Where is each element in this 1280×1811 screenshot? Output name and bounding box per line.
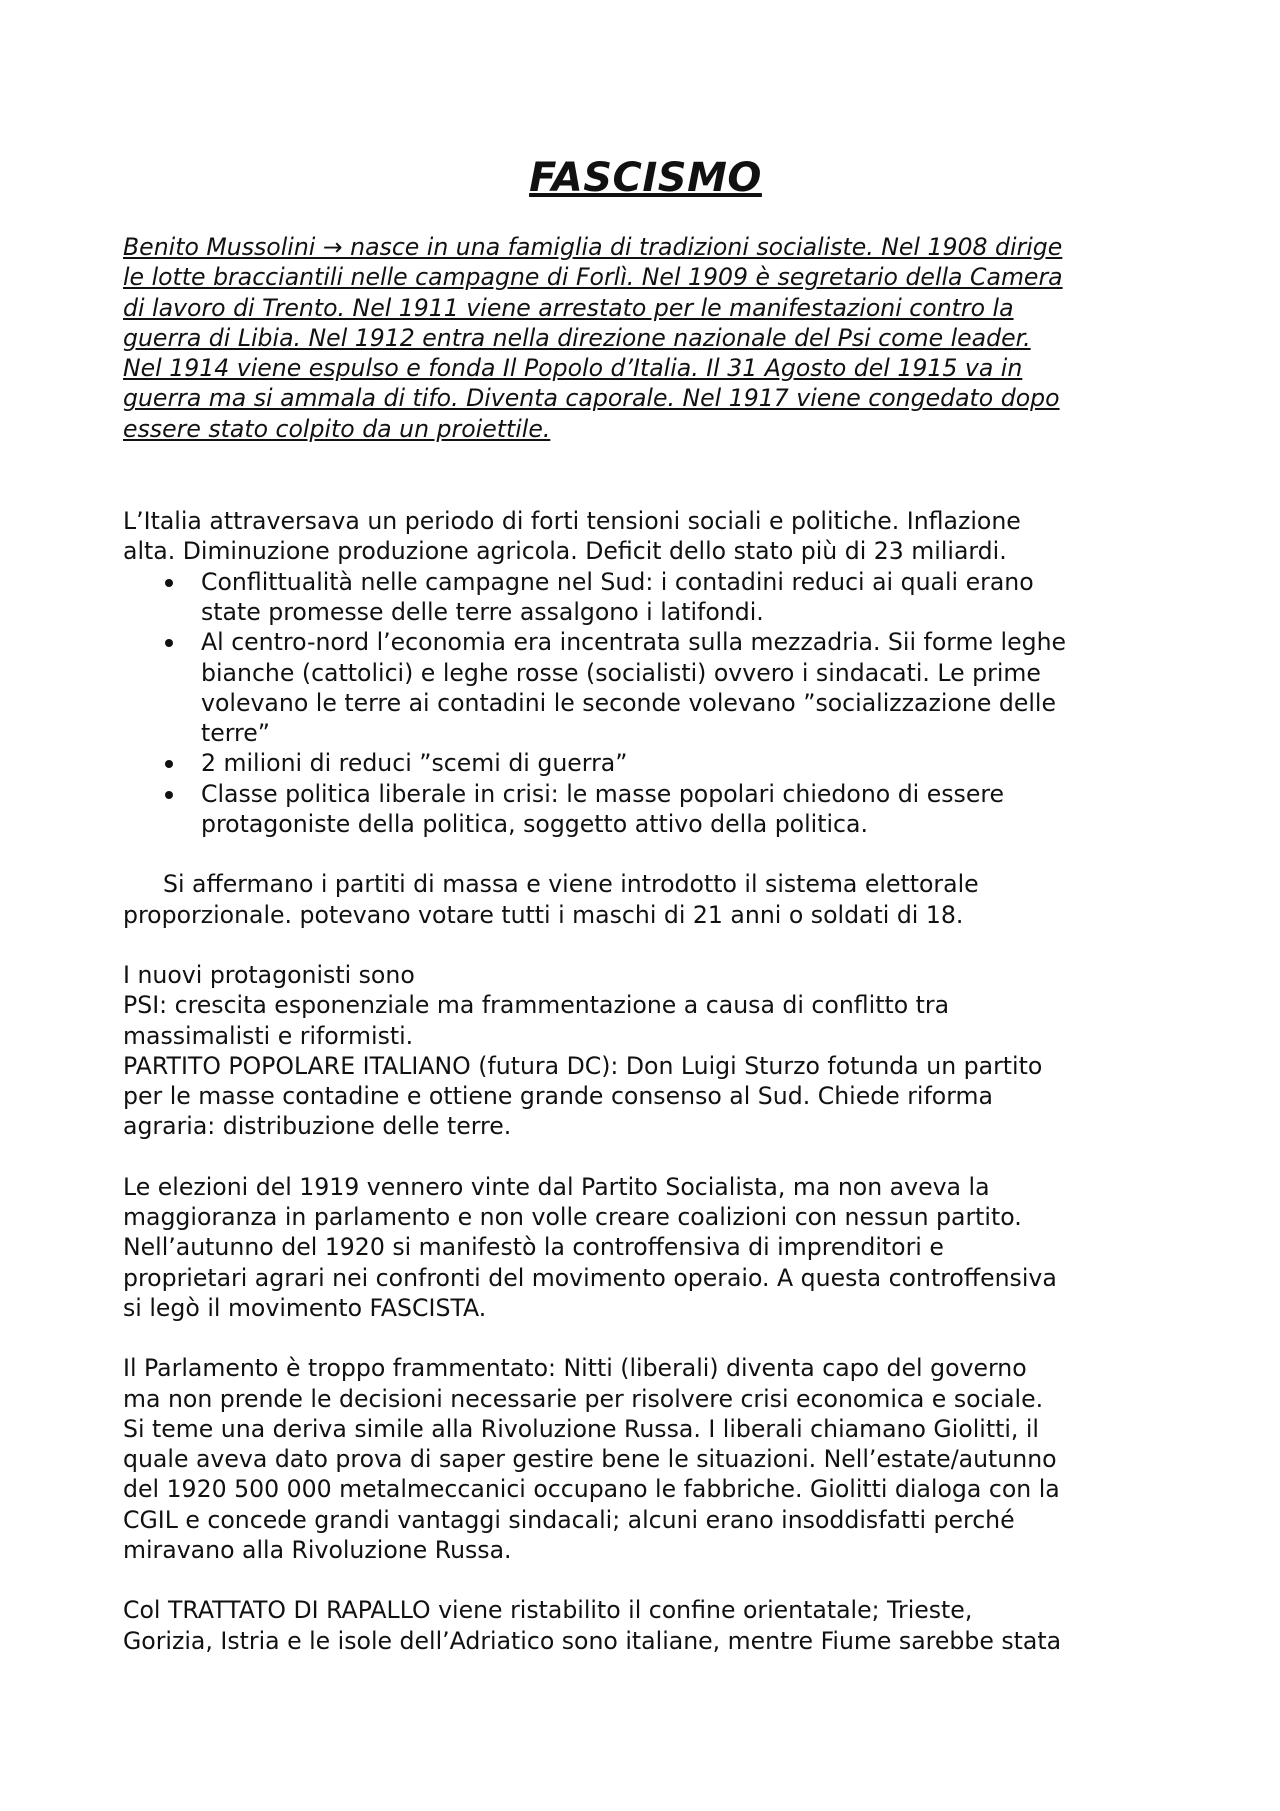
paragraph-line: quale aveva dato prova di saper gestire bene le situazioni. Nell’estate/autunno	[123, 1445, 1057, 1474]
list-item-line: state promesse delle terre assalgono i latifondi.	[201, 597, 764, 626]
list-item-line: 2 milioni di reduci ”scemi di guerra”	[201, 749, 628, 778]
list-item-line: Conflittualità nelle campagne nel Sud: i contadini reduci ai quali erano	[201, 567, 1034, 596]
parties-paragraph	[123, 869, 1168, 930]
list-item-line: Classe politica liberale in crisi: le masse popolari chiedono di essere	[201, 779, 1005, 808]
paragraph-line: I nuovi protagonisti sono	[123, 960, 415, 989]
paragraph-line: agraria: distribuzione delle terre.	[123, 1112, 512, 1141]
bullet-list	[123, 567, 1168, 840]
paragraph-line: PARTITO POPOLARE ITALIANO (futura DC): Don Luigi Sturzo fotunda un partito	[123, 1051, 1043, 1080]
document-content	[123, 150, 1168, 1656]
intro-paragraph	[123, 506, 1168, 567]
paragraph-line: proporzionale. potevano votare tutti i maschi di 21 anni o soldati di 18.	[123, 900, 964, 929]
bullet-icon	[165, 791, 173, 799]
paragraph-line: Nell’autunno del 1920 si manifestò la controffensiva di imprenditori e	[123, 1233, 944, 1262]
paragraph-line: massimalisti e riformisti.	[123, 1021, 414, 1050]
paragraph-line: Si affermano i partiti di massa e viene introdotto il sistema elettorale	[163, 870, 979, 899]
paragraph-line: per le masse contadine e ottiene grande consenso al Sud. Chiede riforma	[123, 1082, 993, 1111]
bullet-icon	[165, 639, 173, 647]
protagonists-paragraph	[123, 960, 1168, 1142]
list-item-line: protagoniste della politica, soggetto attivo della politica.	[201, 810, 868, 839]
page-title: FASCISMO	[529, 155, 762, 201]
paragraph-line: si legò il movimento FASCISTA.	[123, 1293, 487, 1322]
list-item	[123, 779, 1168, 840]
parliament-paragraph	[123, 1353, 1168, 1565]
biography-line: essere stato colpito da un proiettile.	[123, 414, 551, 443]
intro-line: alta. Diminuzione produzione agricola. Deficit dello stato più di 23 miliardi.	[123, 537, 1007, 566]
paragraph-line: Col TRATTATO DI RAPALLO viene ristabilito il confine orientatale; Trieste,	[123, 1596, 973, 1625]
list-item-line: volevano le terre ai contadini le seconde volevano ”socializzazione delle	[201, 688, 1056, 717]
paragraph-line: del 1920 500 000 metalmeccanici occupano le fabbriche. Giolitti dialoga con la	[123, 1475, 1060, 1504]
rapallo-paragraph	[123, 1595, 1168, 1656]
paragraph-line: Gorizia, Istria e le isole dell’Adriatico sono italiane, mentre Fiume sarebbe stata	[123, 1626, 1062, 1655]
list-item	[123, 627, 1168, 748]
paragraph-line: PSI: crescita esponenziale ma frammentazione a causa di conflitto tra	[123, 991, 950, 1020]
list-item-line: terre”	[201, 719, 270, 748]
paragraph-line: Il Parlamento è troppo frammentato: Nitti (liberali) diventa capo del governo	[123, 1354, 1027, 1383]
biography-line: di lavoro di Trento. Nel 1911 viene arrestato per le manifestazioni contro la	[123, 293, 1014, 322]
biography-line: Benito Mussolini → nasce in una famiglia di tradizioni socialiste. Nel 1908 dirige	[123, 233, 1063, 261]
list-item-line: Al centro-nord l’economia era incentrata sulla mezzadria. Sii forme leghe	[201, 628, 1067, 657]
elections-paragraph	[123, 1172, 1168, 1323]
list-item	[123, 748, 1168, 778]
biography-paragraph	[123, 232, 1168, 444]
paragraph-line: Le elezioni del 1919 vennero vinte dal Partito Socialista, ma non aveva la	[123, 1172, 990, 1201]
paragraph-line: maggioranza in parlamento e non volle creare coalizioni con nessun partito.	[123, 1203, 1022, 1232]
intro-line: L’Italia attraversava un periodo di forti tensioni sociali e politiche. Inflazione	[123, 507, 1021, 536]
paragraph-line: proprietari agrari nei confronti del movimento operaio. A questa controffensiva	[123, 1263, 1057, 1292]
biography-line: guerra di Libia. Nel 1912 entra nella direzione nazionale del Psi come leader.	[123, 323, 1031, 352]
list-item-line: bianche (cattolici) e leghe rosse (socialisti) ovvero i sindacati. Le prime	[201, 658, 1041, 687]
biography-line: le lotte bracciantili nelle campagne di Forlì. Nel 1909 è segretario della Camera	[123, 263, 1063, 292]
bullet-icon	[165, 760, 173, 768]
bullet-icon	[165, 579, 173, 587]
paragraph-line: ma non prende le decisioni necessarie per risolvere crisi economica e sociale.	[123, 1384, 1044, 1413]
paragraph-line: miravano alla Rivoluzione Russa.	[123, 1535, 512, 1564]
biography-line: guerra ma si ammala di tifo. Diventa caporale. Nel 1917 viene congedato dopo	[123, 384, 1060, 413]
biography-line: Nel 1914 viene espulso e fonda Il Popolo d’Italia. Il 31 Agosto del 1915 va in	[123, 354, 1023, 383]
list-item	[123, 567, 1168, 628]
paragraph-line: CGIL e concede grandi vantaggi sindacali; alcuni erano insoddisfatti perché	[123, 1505, 1015, 1534]
paragraph-line: Si teme una deriva simile alla Rivoluzione Russa. I liberali chiamano Giolitti, il	[123, 1414, 1039, 1443]
